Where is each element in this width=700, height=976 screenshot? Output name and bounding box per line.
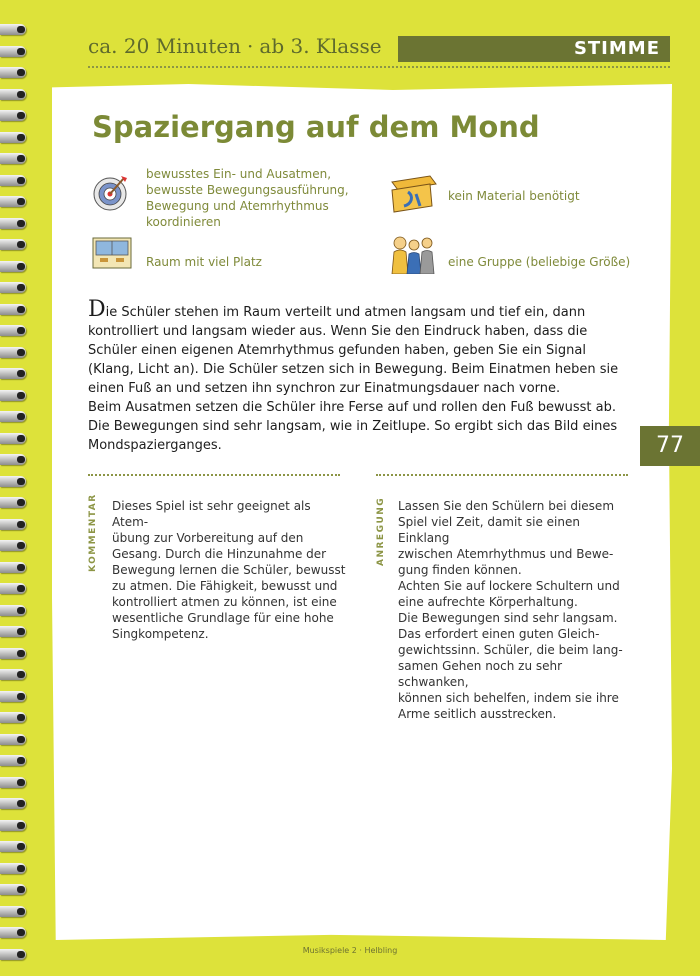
category-label: STIMME — [573, 38, 660, 59]
header-duration-grade — [88, 34, 382, 58]
spiral-coil — [0, 497, 26, 508]
spiral-coil — [0, 304, 26, 315]
footer: Musikspiele 2 · Helbling — [302, 946, 398, 955]
room-icon — [92, 236, 132, 270]
header-divider — [88, 66, 670, 68]
spiral-coil — [0, 24, 26, 35]
spiral-coil — [0, 46, 26, 57]
spiral-coil — [0, 884, 26, 895]
spiral-coil — [0, 540, 26, 551]
group-icon — [388, 234, 438, 274]
info-goal: bewusstes Ein- und Ausatmen, bewusste Bewegungsausführung, Bewegung und Atemrhythmus koordinieren — [146, 167, 349, 229]
spiral-coil — [0, 454, 26, 465]
anregung-divider — [376, 474, 628, 476]
spiral-coil — [0, 132, 26, 143]
spiral-coil — [0, 347, 26, 358]
spiral-coil — [0, 218, 26, 229]
spiral-coil — [0, 798, 26, 809]
drop-cap: D — [88, 297, 106, 322]
spiral-coil — [0, 325, 26, 336]
spiral-coil — [0, 476, 26, 487]
kommentar-divider — [88, 474, 340, 476]
anregung-text: Lassen Sie den Schülern bei diesem Spiel viel Zeit, damit sie einen Einklang zwischen Atemrhythmus und Bewe- gung finden können. Achten Sie auf lockere Schultern und eine aufrechte Körperhaltung. Die Bewegungen sind sehr langsam. Das erfordert einen guten Gleich- gewichtssinn. Schüler, die beim lang- samen Gehen noch zu sehr schwanken, können sich behelfen, indem sie ihre Arme seitlich ausstrecken. — [398, 499, 623, 721]
target-icon — [90, 172, 130, 212]
spiral-coil — [0, 605, 26, 616]
spiral-coil — [0, 175, 26, 186]
info-material: kein Material benötigt — [448, 189, 580, 203]
spiral-coil — [0, 110, 26, 121]
spiral-coil — [0, 734, 26, 745]
spiral-coil — [0, 519, 26, 530]
spiral-coil — [0, 583, 26, 594]
spiral-coil — [0, 927, 26, 938]
kommentar-label: KOMMENTAR — [88, 493, 98, 572]
spiral-coil — [0, 239, 26, 250]
instruction-paragraph — [88, 297, 628, 455]
spiral-coil — [0, 67, 26, 78]
spiral-coil — [0, 261, 26, 272]
spiral-coil — [0, 820, 26, 831]
spiral-coil — [0, 626, 26, 637]
duration-text: ca. 20 Minuten — [88, 34, 242, 58]
spiral-coil — [0, 863, 26, 874]
anregung-label: ANREGUNG — [376, 496, 386, 566]
spiral-coil — [0, 196, 26, 207]
spiral-coil — [0, 906, 26, 917]
spiral-binding — [0, 0, 28, 976]
instruction-text: ie Schüler stehen im Raum verteilt und atmen langsam und tief ein, dann kontrolliert und langsam wieder aus. Wenn Sie den Eindruck haben, dass die Schüler einen eigenen Atemrhythmus gefunden haben, geben Sie ein Signal (Klang, Licht an). Die Schüler setzen sich in Bewegung. Beim Einatmen heben sie einen Fuß an und setzen ihn synchron zur Einatmungsdauer nach vorne. Beim Ausatmen setzen die Schüler ihre Ferse auf und rollen den Fuß bewusst ab. Die Bewegungen sind sehr langsam, wie in Zeitlupe. So ergibt sich das Bild eines Mondspazierganges. — [88, 305, 619, 453]
spiral-coil — [0, 669, 26, 680]
spiral-coil — [0, 153, 26, 164]
spiral-coil — [0, 368, 26, 379]
spiral-coil — [0, 282, 26, 293]
spiral-coil — [0, 390, 26, 401]
spiral-coil — [0, 777, 26, 788]
info-group: eine Gruppe (beliebige Größe) — [448, 255, 631, 269]
page-title: Spaziergang auf dem Mond — [92, 110, 540, 144]
spiral-coil — [0, 89, 26, 100]
category-bar — [398, 36, 670, 62]
box-icon — [386, 172, 440, 216]
spiral-coil — [0, 712, 26, 723]
spiral-coil — [0, 433, 26, 444]
spiral-coil — [0, 691, 26, 702]
spiral-coil — [0, 755, 26, 766]
grade-text: ab 3. Klasse — [259, 34, 382, 58]
header-separator: · — [247, 34, 254, 58]
spiral-coil — [0, 411, 26, 422]
spiral-coil — [0, 562, 26, 573]
page-number-tab — [640, 426, 700, 466]
info-room: Raum mit viel Platz — [146, 255, 262, 269]
page-number: 77 — [656, 433, 684, 458]
spiral-coil — [0, 841, 26, 852]
kommentar-text: Dieses Spiel ist sehr geeignet als Atem- übung zur Vorbereitung auf den Gesang. Durch die Hinzunahme der Bewegung lernen die Schüler, bewusst zu atmen. Die Fähigkeit, bewusst und kontrolliert atmen zu können, ist eine wesentliche Grundlage für eine hohe Singkompetenz. — [112, 499, 346, 641]
spiral-coil — [0, 648, 26, 659]
